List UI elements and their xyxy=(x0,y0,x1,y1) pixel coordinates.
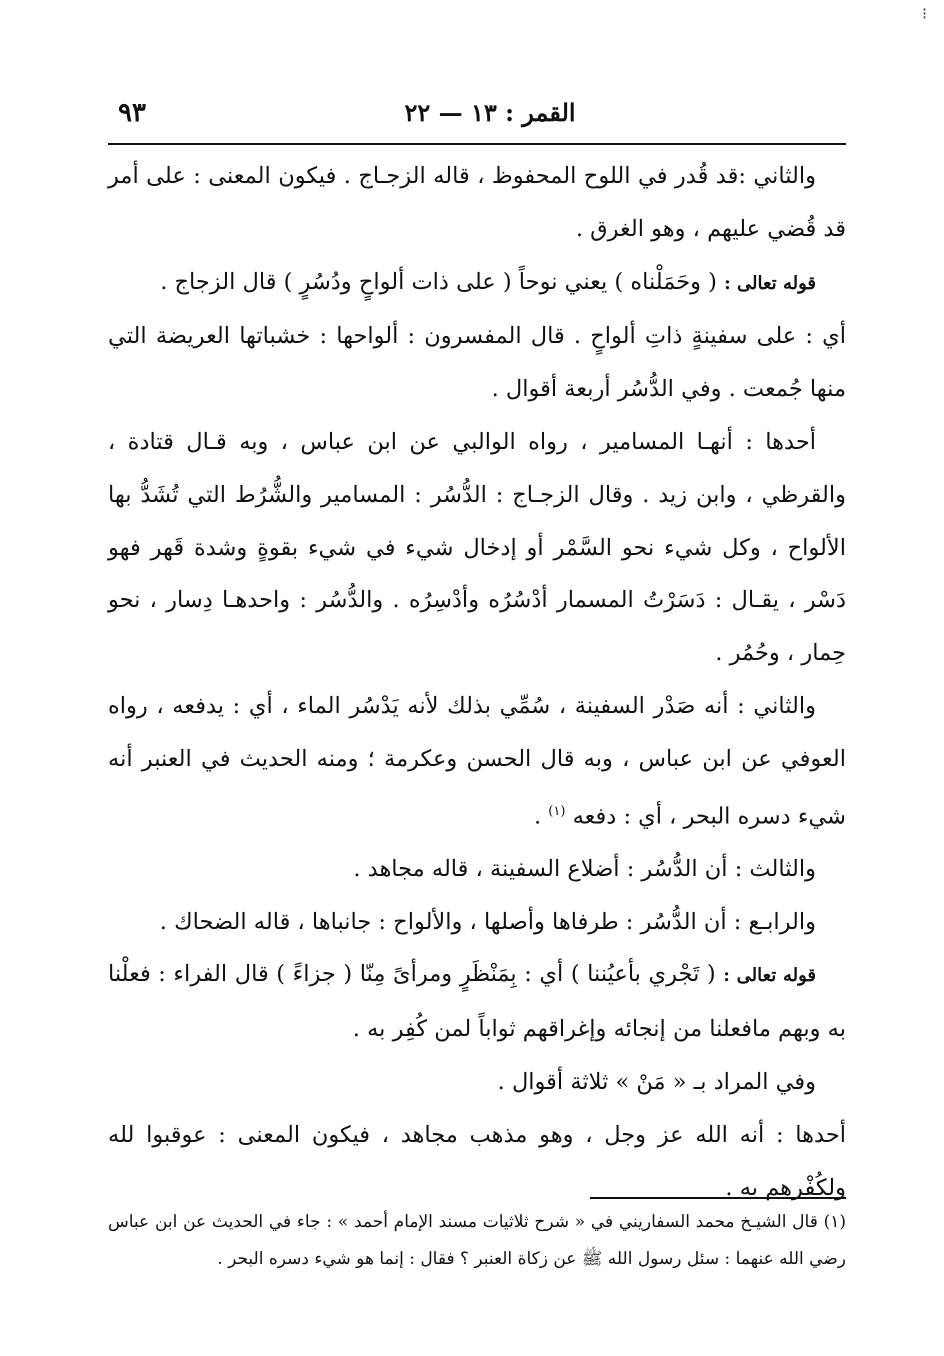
scan-mark: ⁝ xyxy=(922,4,928,23)
footnote-reference: (١) xyxy=(548,803,566,819)
footnote-text: (١) قال الشيـخ محمد السفاريني في « شرح ثلاثيات مسند الإمام أحمد » : جاء في الحديث عن ابن عباس رضي الله عنهما : سئل رسول الله ﷺ عن زكاة العنبر ؟ فقال : إنما هو شيء دسره البحر . xyxy=(108,1212,846,1269)
running-head: القمر : ١٣ — ٢٢ xyxy=(404,98,576,127)
paragraph: أحدها : أنهـا المسامير ، رواه الوالبي عن ابن عباس ، وبه قـال قتادة ، والقرظي ، وابن زيد . وقال الزجـاج : الدُّسُر : المسامير والشُّرُط التي تُشَدُّ بها الألواح ، وكل شيء نحو السَّمْر أو إدخال شيء في شيء بقوةٍ وشدة قَهر فهو دَسْر ، يقـال : دَسَرْتُ المسمار أدْسُرُه وأدْسِرُه . والدُّسُر : واحدهـا دِسار ، نحو حِمار ، وحُمُر . xyxy=(108,428,846,667)
footnote xyxy=(108,1204,846,1278)
page-number: ٩٣ xyxy=(118,98,146,128)
paragraph: أي : على سفينةٍ ذاتِ ألواحٍ . قال المفسرون : ألواحها : خشباتها العريضة التي منها جُمعت . وفي الدُّسُر أربعة أقوال . xyxy=(108,323,846,403)
paragraph: أحدها : أنه الله عز وجل ، وهو مذهب مجاهد ، فيكون المعنى : عوقبوا لله ولكُفْرهم به . xyxy=(108,1121,846,1201)
paragraph: والثالث : أن الدُّسُر : أضلاع السفينة ، قاله مجاهد . xyxy=(353,855,816,882)
paragraph: والثاني : أنه صَدْر السفينة ، سُمِّي بذلك لأنه يَدْسُر الماء ، أي : يدفعه ، رواه العوفي عن ابن عباس ، وبه قال الحسن وعكرمة ؛ ومنه الحديث في العنبر أنه شيء دسره البحر ، أي : دفعه $^{(١)}$ . xyxy=(108,692,846,830)
paragraph: وفي المراد بـ « مَنْ » ثلاثة أقوال . xyxy=(497,1069,816,1096)
paragraph: والرابـع : أن الدُّسُر : طرفاها وأصلها ، والألواح : جانباها ، قاله الضحاك . xyxy=(159,908,816,935)
paragraph-verse: قوله تعالى : ( وحَمَلْناه ) يعني نوحاً ( على ذات ألواحٍ ودُسُرٍ ) قال الزجاج . xyxy=(160,268,816,295)
verse-lead: قوله تعالى : xyxy=(724,272,816,294)
verse-lead: قوله تعالى : xyxy=(723,965,816,987)
footnote-rule xyxy=(590,1197,846,1199)
paragraph-verse: قوله تعالى : ( تَجْري بأعيُننا ) أي : بِمَنْظَرٍ ومرأىً مِنّا ( جزاءً ) قال الفراء : فعلْنا به وبهم مافعلنا من إنجائه وإغراقهم ثواباً لمن كُفِر به . xyxy=(108,961,846,1043)
body-text xyxy=(108,150,846,1214)
paragraph: والثاني :قد قُدر في اللوح المحفوظ ، قاله الزجـاج . فيكون المعنى : على أمر قد قُضي عليهم ، وهو الغرق . xyxy=(108,163,846,242)
header-rule xyxy=(108,143,846,145)
